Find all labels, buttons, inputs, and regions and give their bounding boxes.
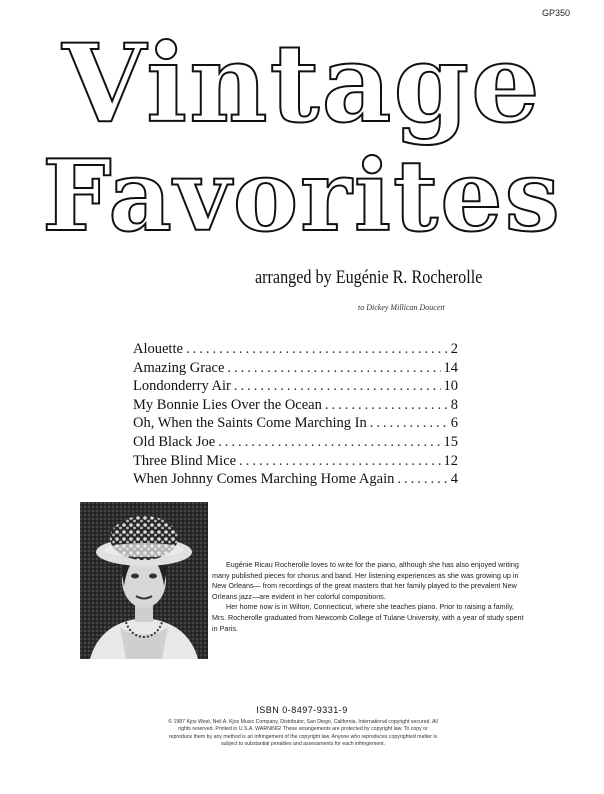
toc-page: 12 (443, 452, 458, 469)
title-line-2: Favorites (42, 139, 562, 254)
catalog-code: GP350 (541, 8, 570, 18)
toc-entry (133, 415, 458, 434)
toc-title: Alouette (133, 341, 183, 357)
arranger-credit: arranged by Eugénie R. Rocherolle (255, 267, 483, 288)
toc-page: 4 (450, 471, 458, 488)
author-photo (80, 502, 208, 659)
title-line-1: Vintage (62, 21, 542, 147)
toc-title: When Johnny Comes Marching Home Again (133, 471, 395, 488)
leader-dots (239, 453, 440, 470)
toc-title: Three Blind Mice (133, 452, 237, 469)
toc-title: Amazing Grace (133, 359, 225, 376)
toc-title: Oh, When the Saints Come Marching In (133, 415, 367, 432)
toc-page: 14 (443, 359, 458, 376)
toc-page: 10 (443, 378, 458, 395)
author-biography (212, 560, 524, 634)
leader-dots (234, 378, 441, 395)
leader-dots (186, 341, 448, 358)
bio-paragraph: Her home now is in Wilton, Connecticut, where she teaches piano. Prior to raising a family, Mrs. Rocherolle graduated from Newcomb College of Tulane University, with a year of study spent in Paris. (212, 602, 524, 633)
toc-title: Londonderry Air (133, 378, 231, 395)
table-of-contents (133, 341, 458, 490)
toc-page: 8 (450, 396, 458, 413)
toc-entry (133, 360, 458, 379)
leader-dots (370, 415, 448, 432)
toc-entry (133, 434, 458, 453)
leader-dots (227, 360, 440, 377)
toc-entry (133, 341, 458, 360)
isbn: ISBN 0-8497-9331-9 (256, 705, 348, 715)
copyright-notice: © 1987 Kjos West, Neil A. Kjos Music Company, Distributor, San Diego, California. International copyright secured. All rights reserved. Printed in U.S.A. WARNING! These arrangements are protected by copyright law. To copy or reproduce them by any method is an infringement of the copyright law. Anyone who reproduces copyrighted matter is subject to substantial penalties and assessments for each infringement. (168, 719, 438, 748)
toc-entry (133, 453, 458, 472)
toc-entry (133, 471, 458, 490)
toc-page: 2 (450, 341, 458, 357)
toc-title: My Bonnie Lies Over the Ocean (133, 396, 322, 413)
toc-title: Old Black Joe (133, 433, 216, 450)
toc-entry (133, 378, 458, 397)
toc-entry (133, 397, 458, 416)
leader-dots (218, 434, 440, 451)
toc-page: 15 (443, 433, 458, 450)
toc-page: 6 (450, 415, 458, 432)
bio-paragraph: Eugénie Ricau Rocherolle loves to write for the piano, although she has also enjoyed writing many published pieces for chorus and band. Her listening experiences as she was growing up in New Orleans— from recordings of the great masters that her family played to the prevalent New Orleans jazz—are evident in her colorful compositions. (212, 560, 519, 601)
leader-dots (325, 397, 448, 414)
dedication: to Dickey Millican Doucett (358, 303, 445, 312)
leader-dots (397, 471, 447, 488)
